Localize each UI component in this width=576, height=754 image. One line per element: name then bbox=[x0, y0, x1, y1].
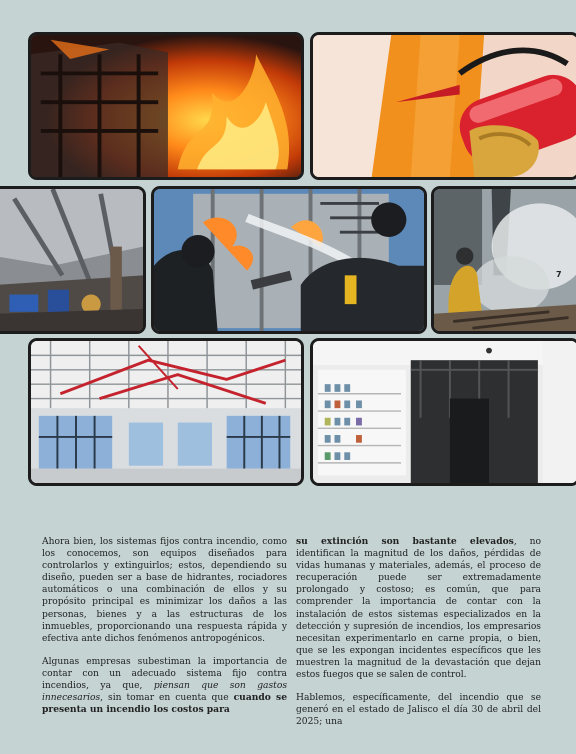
article-paragraph bbox=[42, 536, 287, 645]
photo-debris-interior bbox=[0, 186, 146, 334]
article-column-right bbox=[296, 536, 541, 739]
text-run: Algunas empresas subestiman la importancia de contar con un adecuado sistema fijo contra incendios, ya que, bbox=[42, 656, 287, 692]
photo-sprinkler-ceiling bbox=[28, 338, 304, 486]
article-paragraph bbox=[296, 692, 541, 728]
article-paragraph bbox=[296, 536, 541, 681]
photo-fire-extinguisher bbox=[310, 32, 576, 180]
article-column-left bbox=[42, 536, 287, 727]
page-number: 7 bbox=[556, 270, 562, 279]
text-run: , sin tomar en cuenta que bbox=[100, 693, 234, 704]
article-paragraph bbox=[42, 656, 287, 716]
text-run: su extinción son bastante elevados bbox=[296, 536, 514, 547]
text-run: Hablemos, específicamente, del incendio que se generó en el estado de Jalisco el día 30 de abril del 2025; una bbox=[296, 693, 541, 728]
photo-firefighters-hose bbox=[151, 186, 427, 334]
text-run: Ahora bien, los sistemas fijos contra incendio, como los conocemos, son equipos diseñados para controlarlos y extinguirlos; estos, dependiendo su diseño, pueden ser a base de hidrantes, rociadores automáticos o una combinación de ellos y su propósito principal es minimizar los daños a las personas, bienes y a las estructuras de los inmuebles, proporcionando una respuesta rápida y efectiva ante dichos fenómenos antropogénicos. bbox=[42, 537, 287, 644]
text-run: , no identifican la magnitud de los daños, pérdidas de vidas humanas y materiales, además, el proceso de recuperación puede ser extremadamente prolongado y costoso; es común, que para comprender la importancia de contar con la instalación de estos sistemas especializados en la detección y supresión de incendios, los empresarios necesitan experimentarlo en carne propia, o bien, que se les expongan incidentes específicos que les muestren la magnitud de la devastación que dejan estos fuegos que se salen de control. bbox=[296, 537, 541, 681]
photo-building-fire bbox=[28, 32, 304, 180]
photo-burned-store bbox=[310, 338, 576, 486]
text-run: piensan que son gastos innecesarios bbox=[42, 681, 287, 704]
photo-firefighter-smoke bbox=[431, 186, 576, 334]
text-run: cuando se presenta un incendio los costos para bbox=[42, 692, 287, 716]
